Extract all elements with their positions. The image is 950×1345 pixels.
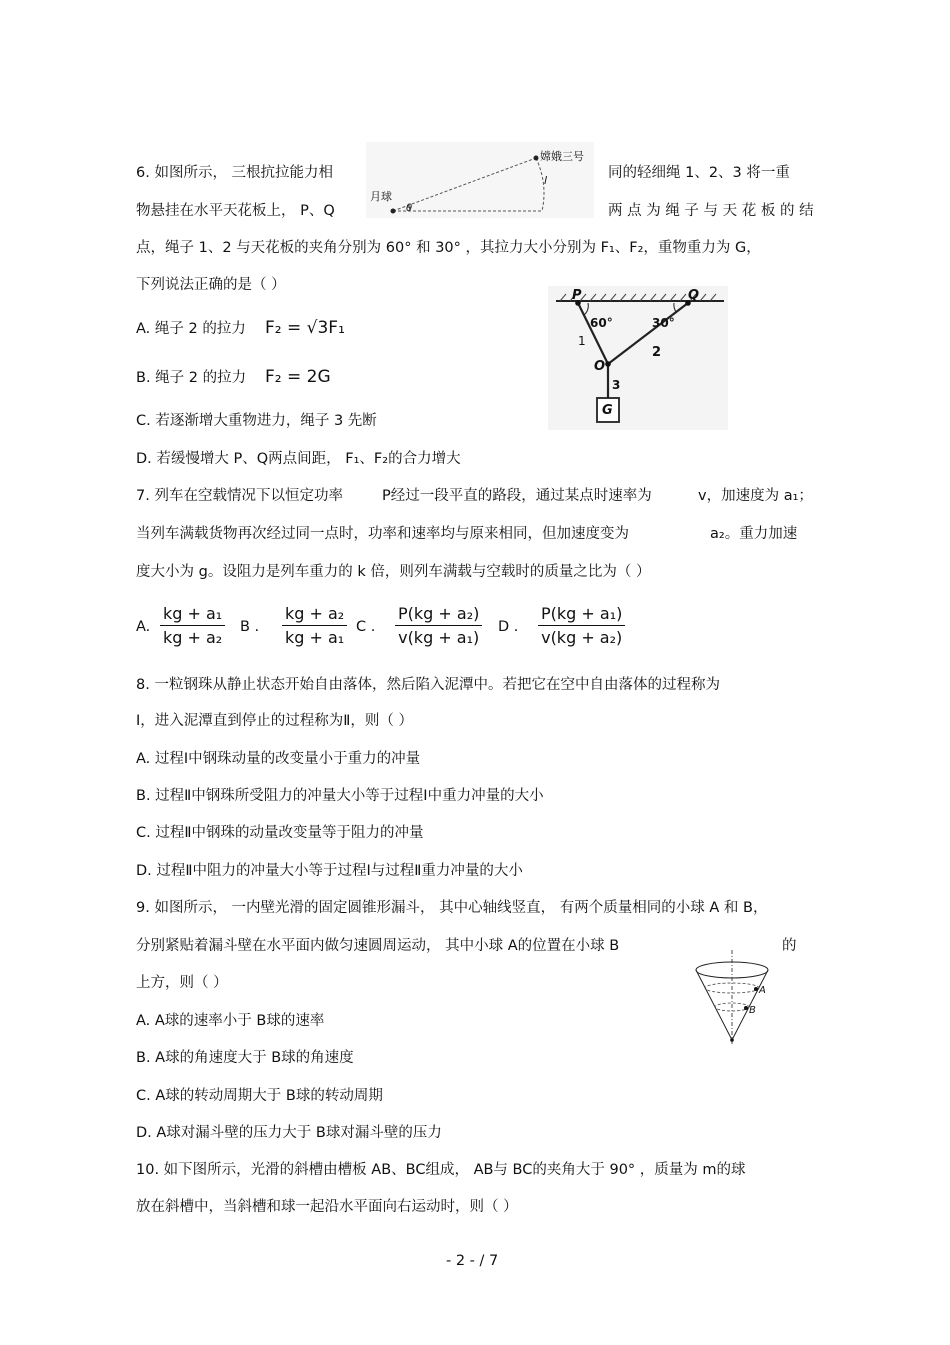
q6-line1-a: 6. 如图所示， 三根抗拉能力相: [136, 165, 334, 181]
q7-option-a-denominator: kg + a₂: [163, 628, 223, 647]
q7-option-c-letter: C .: [356, 619, 376, 635]
point-o-label: O: [594, 359, 606, 374]
weight-g-label: G: [602, 403, 613, 418]
q7-option-d-letter: D .: [498, 619, 519, 635]
q7-option-c-numerator: P(kg + a₂): [395, 604, 482, 626]
q8-line2: Ⅰ，进入泥潭直到停止的过程称为Ⅱ，则（ ）: [136, 713, 414, 729]
q6-option-d: D. 若缓慢增大 P、Q两点间距， F₁、F₂的合力增大: [136, 451, 461, 467]
q7-line1-c: v，加速度为 a₁；: [698, 488, 813, 504]
length-label: l: [544, 174, 548, 187]
q7-option-a-fraction: [160, 604, 225, 647]
q7-option-b-letter: B .: [240, 619, 260, 635]
q7-option-d-fraction: [538, 604, 625, 647]
ball-a-label: A: [759, 985, 766, 996]
angle-60-label: 60°: [590, 316, 613, 330]
q8-option-c: C. 过程Ⅱ中钢珠的动量改变量等于阻力的冲量: [136, 825, 424, 841]
q9-line2-b: 的: [782, 938, 797, 954]
q7-option-b-denominator: kg + a₁: [285, 628, 345, 647]
ball-b-label: B: [749, 1005, 756, 1016]
q6-option-b-formula: F₂ = 2G: [265, 367, 331, 387]
q6-option-b: B. 绳子 2 的拉力: [136, 370, 247, 386]
q7-option-d-denominator: v(kg + a₂): [541, 628, 623, 647]
q10-line1: 10. 如下图所示，光滑的斜槽由槽板 AB、BC组成， AB与 BC的夹角大于 90° ，质量为 m的球: [136, 1162, 746, 1178]
q9-option-d: D. A球对漏斗壁的压力大于 B球对漏斗壁的压力: [136, 1125, 442, 1141]
q7-line3: 度大小为 g。设阻力是列车重力的 k 倍，则列车满载与空载时的质量之比为（ ）: [136, 564, 651, 580]
q8-option-d: D. 过程Ⅱ中阻力的冲量大小等于过程Ⅰ与过程Ⅱ重力冲量的大小: [136, 863, 523, 879]
point-p-label: P: [572, 288, 582, 303]
q9-option-c: C. A球的转动周期大于 B球的转动周期: [136, 1088, 383, 1104]
q7-line2-a: 当列车满载货物再次经过同一点时，功率和速率均与原来相同，但加速度变为: [136, 526, 629, 542]
rope-2-label: 2: [652, 345, 662, 360]
q6-option-a: A. 绳子 2 的拉力: [136, 321, 246, 337]
q8-option-a: A. 过程Ⅰ中钢珠动量的改变量小于重力的冲量: [136, 751, 421, 767]
q6-option-a-formula: F₂ = √3F₁: [265, 318, 345, 338]
probe-label: 嫦娥三号: [540, 150, 584, 163]
cone-figure: [690, 946, 780, 1046]
q9-option-b: B. A球的角速度大于 B球的角速度: [136, 1050, 354, 1066]
q6-line1-b: 同的轻细绳 1、2、3 将一重: [608, 165, 790, 181]
q9-line3: 上方，则（ ）: [136, 975, 228, 991]
q9-line1: 9. 如图所示， 一内壁光滑的固定圆锥形漏斗， 其中心轴线竖直， 有两个质量相同的小球 A 和 B，: [136, 900, 768, 916]
q7-line1-a: 7. 列车在空载情况下以恒定功率: [136, 488, 343, 504]
q7-option-c-denominator: v(kg + a₁): [398, 628, 480, 647]
q7-option-a-numerator: kg + a₁: [160, 604, 225, 626]
q9-option-a: A. A球的速率小于 B球的速率: [136, 1013, 325, 1029]
moon-probe-figure: [366, 142, 594, 218]
q6-line2-b: 两 点 为 绳 子 与 天 花 板 的 结: [608, 203, 814, 219]
q9-line2-a: 分别紧贴着漏斗壁在水平面内做匀速圆周运动， 其中小球 A的位置在小球 B: [136, 938, 620, 954]
q10-line2: 放在斜槽中，当斜槽和球一起沿水平面向右运动时，则（ ）: [136, 1199, 518, 1215]
q7-line1-b: P经过一段平直的路段，通过某点时速率为: [382, 488, 652, 504]
q7-option-b-numerator: kg + a₂: [282, 604, 347, 626]
q8-option-b: B. 过程Ⅱ中钢珠所受阻力的冲量大小等于过程Ⅰ中重力冲量的大小: [136, 788, 544, 804]
q7-line2-b: a₂。重力加速: [710, 526, 798, 542]
q8-line1: 8. 一粒钢珠从静止状态开始自由落体，然后陷入泥潭中。若把它在空中自由落体的过程称为: [136, 677, 720, 693]
point-q-label: Q: [688, 288, 700, 303]
rope-1-label: 1: [578, 334, 586, 348]
q6-line3: 点，绳子 1、2 与天花板的夹角分别为 60° 和 30° ，其拉力大小分别为 F₁、F₂，重物重力为 G，: [136, 240, 761, 256]
q6-option-c: C. 若逐渐增大重物进力，绳子 3 先断: [136, 413, 377, 429]
cone-diagram: [690, 946, 780, 1046]
theta-label: θ: [406, 203, 413, 214]
q7-option-d-numerator: P(kg + a₁): [538, 604, 625, 626]
rope-figure: [548, 286, 728, 430]
moon-label: 月球: [370, 190, 392, 203]
page-number: - 2 - / 7: [446, 1253, 499, 1269]
q7-option-b-fraction: [282, 604, 347, 647]
q6-line2-a: 物悬挂在水平天花板上， P、Q: [136, 203, 335, 219]
rope-3-label: 3: [612, 378, 621, 392]
q6-line4: 下列说法正确的是（ ）: [136, 277, 286, 293]
q7-option-a-letter: A.: [136, 619, 151, 635]
q7-option-c-fraction: [395, 604, 482, 647]
rope-diagram: [548, 286, 728, 430]
angle-30-label: 30°: [652, 316, 675, 330]
